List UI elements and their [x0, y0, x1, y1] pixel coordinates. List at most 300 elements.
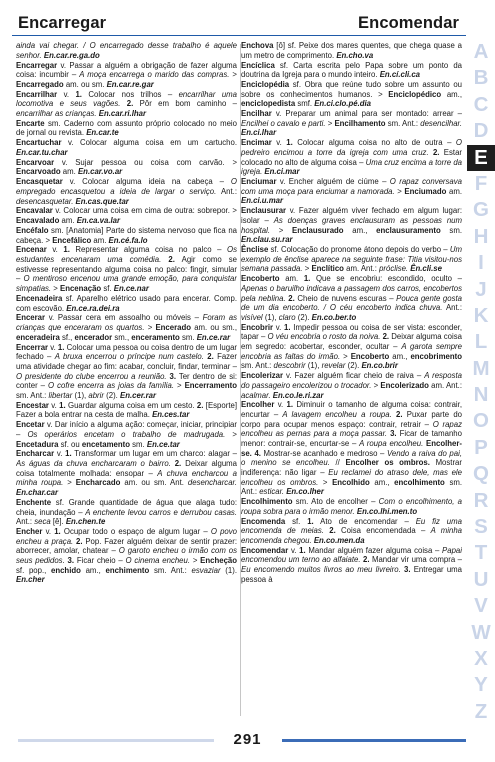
- entry-text: sf. Colocação do pronome átono depois do verbo –: [268, 245, 450, 255]
- entry-example: Apenas o baruilho indicava a passagem dos carros, encobertos pela neblina.: [241, 283, 462, 303]
- alphabet-letter-j: J: [475, 277, 487, 301]
- entry-example: ainda vai chegar. / O encarregado desse trabalho é aquele senhor.: [16, 41, 237, 60]
- entry-headword: Encíclica: [241, 60, 275, 70]
- entry-text: v. Passar cera em assoalho ou móveis –: [45, 313, 203, 323]
- entry-text: Guardar alguma coisa em um cesto.: [65, 400, 197, 410]
- entry-headword: Encimar: [241, 138, 272, 148]
- dictionary-entry: [241, 80, 462, 109]
- entry-bold-term: Encoberto: [350, 351, 390, 361]
- entry-text: Deixar alguma coisa em segredo: acobertar, esconder, ocultar –: [241, 332, 462, 352]
- header-rule: [12, 35, 466, 36]
- alphabet-letter-o: O: [473, 409, 489, 433]
- entry-syllables: Ên.cli.se: [410, 264, 442, 274]
- entry-bold-term: 2.: [288, 293, 295, 303]
- entry-headword: Enchova: [241, 41, 274, 50]
- dictionary-entry: [16, 401, 237, 420]
- dictionary-entry: [16, 420, 237, 449]
- alphabet-letter-r: R: [473, 488, 489, 512]
- entry-text: v. Colocar alguma ideia na cabeça –: [62, 177, 231, 187]
- entry-text: v. Fazer alguém ficar cheio de raiva –: [283, 371, 425, 381]
- entry-bold-term: Enciumado: [404, 186, 447, 196]
- entry-text: (1).: [220, 565, 237, 575]
- entry-text: v. Fazer alguém viver fechado em algum lugar: isolar –: [241, 206, 462, 225]
- dictionary-entry: [16, 245, 237, 293]
- dictionary-entry: [241, 61, 462, 80]
- entry-text: v.: [46, 245, 64, 255]
- entry-example: seca: [34, 517, 51, 527]
- entry-bold-term: 2.: [329, 526, 336, 536]
- entry-text: sm. Ant.:: [241, 477, 462, 497]
- entry-headword: Encarte: [16, 118, 45, 128]
- entry-bold-term: 2.: [432, 147, 440, 157]
- entry-text: Ato de encomendar –: [313, 516, 416, 526]
- entry-syllables: En.co.le.ri.zar: [272, 390, 324, 400]
- entry-text: sf. Aparelho elétrico usado para encerar. Comp. com escovão.: [16, 293, 237, 313]
- entry-bold-term: Enclítico: [311, 264, 344, 274]
- dictionary-entry: [241, 138, 462, 177]
- entry-text: am. ou sm. Ant.: [120, 478, 188, 488]
- entry-headword: Encenadeira: [16, 293, 63, 303]
- alphabet-letter-v: V: [474, 594, 488, 618]
- entry-bold-term: encetamento: [81, 439, 130, 449]
- entry-example: descobrir: [273, 361, 306, 371]
- entry-bold-term: 1.: [54, 527, 61, 536]
- entry-headword: Encomendar: [241, 545, 289, 555]
- alphabet-letter-b: B: [473, 66, 489, 90]
- entry-text: Mostrar indiferença: não ligar –: [241, 458, 462, 477]
- entry-syllables: En.cho.va: [336, 50, 374, 60]
- entry-example: A lavagem encolheu a roupa.: [282, 410, 392, 419]
- entry-text: sm. [Anatomia] Parte do sistema nervoso que fica na cabeça. >: [16, 225, 237, 245]
- entry-text: Ant.:: [216, 186, 237, 196]
- entry-example: esticar.: [259, 487, 285, 497]
- entry-syllables: En.ci.clo.pé.dia: [314, 99, 371, 109]
- entry-headword: Encolher: [241, 400, 275, 410]
- entry-text: Que se encobriu: escondido, oculto –: [310, 274, 462, 284]
- entry-example: encarrilhar as crianças.: [16, 108, 97, 118]
- dictionary-entry: [16, 226, 237, 245]
- alphabet-letter-w: W: [471, 620, 491, 644]
- entry-headword: Encavalar: [16, 206, 53, 216]
- entry-bold-term: enclausuramento: [376, 225, 441, 235]
- entry-example: A bruxa encerrou o príncipe num castelo.: [54, 352, 204, 362]
- guide-word-first: Encarregar: [18, 14, 107, 32]
- entry-text: sf.,: [59, 332, 75, 342]
- entry-text: sf.: [285, 516, 308, 526]
- entry-syllables: En.ce.ra.dei.ra: [66, 303, 120, 313]
- alphabet-letter-z: Z: [474, 699, 488, 723]
- entry-example: As águas da chuva encharcaram o bairro.: [16, 459, 171, 469]
- entry-example: As doenças graves enclausuram as pessoas num hospital.: [241, 215, 462, 235]
- entry-example: A enchente levou carros e derrubou casas.: [85, 507, 237, 517]
- entry-text: //: [329, 458, 346, 468]
- entry-bold-term: 2.: [196, 400, 204, 410]
- entry-bold-term: enciclopedista: [241, 99, 296, 109]
- page-header: [0, 0, 495, 40]
- entry-example: esvaziar: [191, 565, 221, 575]
- entry-bold-term: 1.: [307, 516, 314, 526]
- entry-text: Coisa encomendada –: [335, 526, 431, 536]
- dictionary-entry: [16, 313, 237, 342]
- entry-text: (1),: [305, 361, 322, 371]
- alphabet-letter-f: F: [474, 171, 488, 195]
- entry-bold-term: 1.: [299, 545, 306, 555]
- entry-text: Ficar de tamanho menor: contrair-se, encurtar-se –: [241, 429, 462, 448]
- entry-text: v.: [57, 89, 76, 99]
- entry-headword: Encharcar: [16, 449, 55, 459]
- entry-text: (1),: [72, 390, 89, 400]
- entry-text: sf. ou: [58, 439, 82, 449]
- entry-text: Colocar nos trilhos –: [81, 89, 179, 99]
- entry-syllables: En.car.tu.char: [16, 147, 68, 157]
- entry-bold-term: encobrimento: [410, 351, 462, 361]
- entry-bold-term: Encefálico: [52, 235, 92, 245]
- entry-text: Ter dentro de si: conter –: [16, 371, 237, 391]
- entry-text: am.: [446, 186, 462, 196]
- entry-text: Mandar vir uma compra –: [369, 555, 462, 565]
- entry-bold-term: 2.: [126, 99, 134, 109]
- entry-example: claro: [278, 312, 296, 322]
- entry-text: v.: [48, 400, 60, 410]
- entry-bold-term: 3.: [403, 565, 411, 575]
- entry-example: Eu encomendo muitos livros ao meu livreiro.: [241, 565, 401, 575]
- entry-text: v.: [42, 527, 55, 536]
- entry-text: am.,: [441, 89, 462, 99]
- entry-text: sm. Ant.:: [241, 361, 274, 371]
- entry-bold-term: 1.: [57, 342, 65, 352]
- dictionary-entry: [16, 206, 237, 225]
- entry-syllables: En.cí.cli.ca: [379, 70, 421, 80]
- dictionary-entry: [241, 245, 462, 274]
- entry-text: [Esporte] Fazer a bola entrar na cesta de malha.: [16, 400, 237, 420]
- entry-text: >: [302, 264, 312, 274]
- entry-text: >: [371, 380, 381, 390]
- entry-text: v. Colocar uma coisa em cima de outra: sobrepor. >: [52, 206, 237, 216]
- entry-example: Papai encomendou um terno ao alfaiate.: [241, 545, 462, 565]
- entry-example: O empregado encasquetou a ideia de largar o serviço.: [16, 177, 237, 196]
- entry-headword: Encasquetar: [16, 177, 63, 187]
- entry-syllables: En.cher: [16, 575, 45, 585]
- entry-bold-term: 2.: [174, 459, 182, 469]
- entry-example: acalmar.: [241, 390, 271, 400]
- entry-text: Entregar uma pessoa à: [241, 565, 462, 584]
- entry-example: Vendo a raiva do pai, o menino se encolheu.: [241, 448, 462, 468]
- entry-bold-term: 1.: [75, 89, 82, 99]
- column-divider: [240, 44, 241, 716]
- entry-example: O cinema encheu.: [125, 555, 191, 565]
- entry-example: O mentiroso encenou uma grande emoção, para conquistar simpatias.: [16, 274, 237, 294]
- entry-example: O rapaz conversava com uma moça para enciumar a namorada.: [241, 177, 462, 196]
- alphabet-letter-g: G: [473, 198, 489, 222]
- entry-syllables: En.co.lhi.men.to: [356, 506, 418, 516]
- entry-syllables: En.co.men.da: [313, 535, 365, 545]
- alphabet-letter-h: H: [473, 224, 489, 248]
- entry-text: >: [225, 429, 237, 439]
- entry-text: am.: [279, 274, 304, 284]
- entry-headword: Encetar: [16, 420, 45, 430]
- alphabet-letter-t: T: [474, 541, 488, 565]
- entry-example: desencasquetar.: [16, 196, 74, 206]
- entry-text: sm.,: [112, 332, 132, 342]
- entry-syllables: En.clau.su.rar: [241, 235, 293, 245]
- entry-syllables: En.chen.te: [65, 517, 106, 527]
- entry-syllables: En.char.car: [16, 488, 59, 497]
- entry-bold-term: 3.: [390, 429, 397, 439]
- entry-text: v. Colocar alguma coisa em um cartucho.: [61, 138, 237, 148]
- entry-bold-term: encolhimento: [394, 477, 445, 487]
- entry-bold-term: 1.: [63, 245, 70, 255]
- dictionary-entry: [241, 497, 462, 516]
- entry-text: Colocar uma pessoa ou coisa dentro de um lugar fechado –: [16, 342, 237, 362]
- entry-example: próclise.: [379, 264, 409, 274]
- alphabet-letter-m: M: [472, 356, 490, 380]
- guide-word-last: Encomendar: [358, 14, 459, 32]
- entry-text: am.: [59, 216, 77, 226]
- entry-text: >: [174, 381, 185, 391]
- dictionary-entry: [241, 109, 462, 138]
- alphabet-letter-c: C: [473, 92, 489, 116]
- entry-syllables: En.car.te: [86, 128, 119, 138]
- entry-example: Com o encolhimento, a roupa sobra para o irmão menor.: [241, 497, 462, 516]
- entry-headword: Encenar: [16, 245, 47, 255]
- entry-bold-term: Encenação: [60, 284, 102, 294]
- entry-text: >: [144, 323, 156, 333]
- entry-text: smf.: [295, 99, 315, 109]
- entry-bold-term: enchido: [51, 565, 81, 575]
- entry-bold-term: Encarvoado: [16, 167, 61, 177]
- entry-text: sf. Grande quantidade de água que alaga tudo: cheia, inundação –: [16, 497, 237, 517]
- entry-text: am. ou sm.: [63, 79, 107, 89]
- entry-text: (2).: [295, 312, 312, 322]
- entry-text: am.: [60, 167, 78, 177]
- entry-headword: Encerrar: [16, 342, 49, 352]
- entry-text: Fazer uma atividade chegar ao fim: acabar, concluir, findar, terminar –: [16, 352, 237, 371]
- entry-text: sm. Ant.:: [385, 118, 421, 128]
- alphabet-letter-d: D: [473, 119, 489, 143]
- entry-syllables: En.ce.tar: [146, 439, 180, 449]
- entry-headword: Enclausurar: [241, 206, 287, 216]
- entry-text: >: [229, 70, 237, 80]
- entry-text: >: [394, 186, 405, 196]
- entry-syllables: En.ca.va.lar: [76, 216, 121, 226]
- entry-text: >: [318, 477, 333, 487]
- entry-text: am.,: [343, 225, 377, 235]
- entry-text: Diminuir o tamanho de alguma coisa: contrair, encurtar –: [241, 400, 462, 419]
- entry-text: sf. pop.,: [16, 565, 51, 575]
- entry-bold-term: 2.: [396, 410, 403, 419]
- entry-headword: Encarregar: [16, 60, 58, 70]
- entry-text: am. Ant.:: [428, 380, 462, 390]
- dictionary-entry: [16, 138, 237, 157]
- entry-text: Representar alguma coisa no palco –: [69, 245, 228, 255]
- entry-syllables: En.cer.rar: [120, 390, 156, 400]
- entry-text: Deixar alguma coisa totalmente molhada: ensopar –: [16, 459, 237, 478]
- entry-text: Ant.:: [442, 303, 462, 313]
- entry-syllables: En.car.re.gar: [106, 79, 154, 89]
- entry-headword: Encolerizar: [241, 371, 284, 381]
- entry-text: am. ou sm.,: [191, 323, 237, 333]
- entry-text: sm. Ant.:: [16, 390, 49, 400]
- entry-example: A garota sempre encobria as faltas do irmão.: [241, 342, 462, 361]
- entry-bold-term: enceradeira: [16, 332, 60, 342]
- entry-text: Ant.:: [16, 517, 35, 527]
- entry-text: Colocar alguma coisa no alto de outra –: [292, 138, 456, 148]
- entry-text: v. Preparar um animal para ser montado: arrear –: [271, 109, 462, 119]
- entry-example: Foram as crianças que enceraram os quartos.: [16, 313, 237, 333]
- page-footer: [0, 722, 495, 762]
- entry-bold-term: Encolerizado: [380, 380, 429, 390]
- entry-syllables: En.ce.rar: [196, 332, 231, 342]
- entry-example: Eu fiz uma encomenda de meias.: [241, 516, 462, 536]
- entry-text: >: [270, 225, 293, 235]
- entry-example: O rapaz encolheu as pernas para a moça passar.: [241, 419, 462, 439]
- entry-bold-term: 1.: [286, 400, 294, 410]
- dictionary-entry: [241, 371, 462, 400]
- entry-example: A moça encarrega o marido das compras.: [79, 70, 230, 80]
- entry-bold-term: 2.: [76, 536, 83, 546]
- entry-headword: Encilhar: [241, 109, 272, 119]
- entry-headword: Ênclise: [241, 245, 269, 255]
- entry-headword: Encolhimento: [241, 497, 293, 507]
- entry-example: A resposta do passageiro encolerizou o trocador.: [241, 371, 462, 390]
- entry-bold-term: Encetadura: [16, 439, 59, 449]
- entry-example: O pedreiro encimou a torre da igreja com uma cruz.: [241, 138, 462, 157]
- entry-example: Pouca gente gosta de um dia encoberto. / O céu encoberto indica chuva.: [241, 293, 462, 313]
- entry-text: v.: [288, 545, 300, 555]
- entry-syllables: En.cé.fa.lo: [108, 235, 148, 245]
- entry-example: O presidente do clube encerrou a reunião.: [16, 371, 167, 381]
- entry-text: am.,: [80, 565, 106, 575]
- entry-bold-term: Encharcado: [75, 478, 121, 488]
- entry-text: v. Sujar pessoa ou coisa com carvão. >: [54, 157, 237, 167]
- entry-bold-term: Encerado: [155, 323, 191, 333]
- dictionary-entry: [16, 61, 237, 90]
- entry-text: sf.: [101, 284, 114, 294]
- dictionary-entry: [16, 294, 237, 313]
- entry-syllables: En.co.ber.to: [311, 312, 357, 322]
- entry-text: [ô] sf. Peixe dos mares quentes, que chega quase a um metro de comprimento.: [241, 41, 462, 60]
- entry-syllables: En.cas.que.tar: [75, 196, 129, 206]
- entry-headword: Enchente: [16, 497, 52, 507]
- entry-text: (2).: [345, 361, 362, 371]
- entry-example: desencharcar.: [187, 478, 237, 488]
- entry-example: Eu reclamei do atraso dele, mas ele encolheu os ombros.: [241, 467, 462, 487]
- entry-bold-term: enceramento: [131, 332, 180, 342]
- entry-bold-term: Encheção: [200, 555, 237, 565]
- entry-example: Os estudantes encenaram uma comédia.: [16, 245, 237, 265]
- entry-bold-term: 2.: [168, 255, 175, 265]
- dictionary-entry: [16, 158, 237, 177]
- entry-text: Estar colocado no alto de alguma coisa –: [241, 147, 462, 167]
- entry-text: Pôr em bom caminho –: [133, 99, 237, 109]
- entry-text: [ê].: [50, 517, 66, 527]
- entry-syllables: En.co.brir: [361, 361, 398, 371]
- entry-headword: Encomenda: [241, 516, 286, 526]
- entry-headword: Encerar: [16, 313, 46, 323]
- entry-headword: Encoberto: [241, 274, 280, 284]
- entry-bold-term: 2.: [363, 555, 370, 565]
- entry-example: A minha encomenda chegou.: [241, 526, 462, 545]
- entry-text: v. Dar início a alguma ação: começar, iniciar, principiar –: [16, 420, 237, 439]
- entry-text: Mandar alguém fazer alguma coisa –: [305, 545, 443, 555]
- entry-text: sm.: [129, 439, 147, 449]
- alphabet-letter-p: P: [474, 435, 488, 459]
- entry-syllables: En.ci.u.mar: [241, 196, 284, 206]
- entry-bold-term: Encilhamento: [334, 118, 386, 128]
- alphabet-letter-q: Q: [473, 462, 489, 486]
- entry-bold-term: 3.: [169, 371, 177, 381]
- entry-text: v. Passar a alguém a obrigação de fazer alguma coisa: incumbir –: [16, 60, 237, 80]
- entry-syllables: En.car.vo.ar: [77, 167, 123, 177]
- entry-headword: Enciumar: [241, 177, 277, 187]
- entry-text: Cheio de nuvens escuras –: [294, 293, 397, 303]
- entry-text: >: [190, 555, 201, 565]
- entry-bold-term: Encavalado: [16, 216, 60, 226]
- entry-bold-term: Encerramento: [184, 381, 237, 391]
- dictionary-entry: [16, 343, 237, 401]
- dictionary-entry: [16, 527, 237, 585]
- entry-text: v.: [54, 449, 66, 459]
- entry-bold-term: 1.: [65, 449, 72, 459]
- entry-text: Puxar parte do corpo para ocupar menos espaço: contrair, retrair –: [241, 410, 462, 429]
- entry-headword: Encobrir: [241, 322, 274, 332]
- entry-text: Pop. Fazer alguém deixar de sentir prazer: aborrecer, amolar, chatear –: [16, 536, 237, 556]
- alphabet-letter-x: X: [474, 646, 488, 670]
- entry-example: abrir: [88, 390, 104, 400]
- entry-syllables: En.car.ri.lhar: [98, 108, 147, 118]
- entry-text: v.: [48, 342, 58, 352]
- entry-text: Transformar um lugar em um charco: alagar –: [71, 449, 237, 459]
- alphabet-letter-n: N: [473, 383, 489, 407]
- entry-text: Mostrar-se acanhado e medroso –: [260, 448, 387, 458]
- entry-text: sm. Ant.:: [149, 565, 192, 575]
- entry-text: >: [340, 351, 351, 361]
- dictionary-entry: [241, 274, 462, 322]
- entry-bold-term: 1.: [286, 138, 293, 148]
- entry-example: Encilhei o cavalo e parti.: [241, 118, 326, 128]
- entry-syllables: En.ci.lhar: [241, 128, 277, 138]
- dictionary-entry: [241, 206, 462, 245]
- entry-syllables: En.co.lher: [286, 487, 324, 497]
- entry-text: v. Encher alguém de ciúme –: [276, 177, 390, 187]
- entry-text: v.: [274, 400, 287, 410]
- alphabet-letter-a: A: [473, 40, 489, 63]
- entry-example: O garoto encheu o irmão com os seus pedidos.: [16, 546, 237, 565]
- entry-text: Ocupar todo o espaço de algum lugar –: [60, 527, 211, 536]
- entry-example: O véu encobria o rosto da noiva.: [267, 332, 381, 342]
- entry-example: Um exemplo de ênclise aparece na seguinte frase: Titia visitou-nos semana passada.: [241, 245, 462, 274]
- entry-syllables: En.ce.nar: [113, 284, 149, 294]
- entry-syllables: En.ces.tar: [152, 410, 190, 420]
- entry-headword: Encartuchar: [16, 138, 62, 148]
- entry-text: am.,: [389, 351, 411, 361]
- entry-bold-term: Encarregado: [16, 79, 64, 89]
- entry-text: sf. Obra que reúne tudo sobre um assunto ou sobre os conhecimentos humanos. >: [241, 80, 462, 99]
- entry-example: Os operários encetam o trabalho de madrugada.: [27, 429, 226, 439]
- dictionary-entry: [16, 498, 237, 527]
- entry-example: revelar: [321, 361, 346, 371]
- dictionary-entry: [241, 41, 462, 60]
- entry-bold-term: 2.: [382, 332, 390, 342]
- entry-bold-term: Encolhido: [332, 477, 370, 487]
- entry-text: am.: [91, 235, 109, 245]
- entry-example: O povo encheu a praça.: [16, 527, 237, 546]
- entry-text: >: [325, 118, 335, 128]
- entry-bold-term: Enciclopédico: [388, 89, 442, 99]
- dictionary-entry: [241, 546, 462, 585]
- dictionary-entry: [241, 177, 462, 206]
- entry-headword: Encéfalo: [16, 225, 49, 235]
